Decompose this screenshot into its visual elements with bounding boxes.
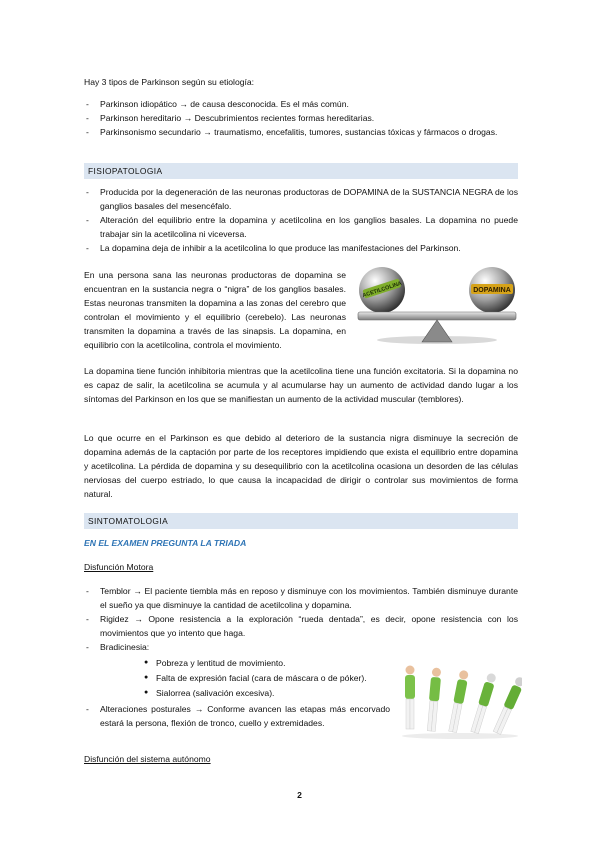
balance-scale-illustration <box>356 262 518 348</box>
paragraph-parkinson-mechanism: Lo que ocurre en el Parkinson es que debido al deterioro de la sustancia nigra disminuye la secreción de dopamina además de la captación por parte de los receptores impidiendo que exista el equilibrio entre dopamina y acetilcolina. La pérdida de dopamina y su desequilibrio con la acetilcolina ocasiona un desorden de las células nerviosas del cuerpo estriado, lo que causa la incapacidad de dirigir o controlar sus movimientos de forma natural. <box>84 433 518 499</box>
dopamine-label: DOPAMINA <box>473 287 511 294</box>
list-item: - Parkinson idiopático → de causa desconocida. Es el más común. <box>86 99 349 109</box>
exam-note: EN EL EXAMEN PREGUNTA LA TRIADA <box>84 538 247 548</box>
etiology-intro: Hay 3 tipos de Parkinson según su etiología: <box>84 77 255 87</box>
list-item: - Alteración del equilibrio entre la dopamina y acetilcolina en los ganglios basales. La dopamina no puede trabajar sin la acetilcolina ni viceversa. <box>86 215 518 239</box>
list-item: - Parkinsonismo secundario → traumatismo, encefalitis, tumores, sustancias tóxicas y fármacos o drogas. <box>86 127 498 137</box>
page-number: 2 <box>297 790 302 800</box>
paragraph-inhibition: La dopamina tiene función inhibitoria mientras que la acetilcolina tiene una función excitatoria. Si la dopamina no es capaz de salir, la acetilcolina se acumula y al acumularse hay un aumento de actividad dando lugar a los síntomas del Parkinson en los que se manifiestan un aumento de la actividad muscular (temblores). <box>84 366 518 404</box>
list-item: - Temblor → El paciente tiembla más en reposo y disminuye con los movimientos. También disminuye durante el sueño ya que disminuye la cantidad de acetilcolina y dopamina. <box>86 586 518 610</box>
list-item: - La dopamina deja de inhibir a la acetilcolina lo que produce las manifestaciones del Parkinson. <box>86 243 461 253</box>
section-heading-fisiopatologia: FISIOPATOLOGIA <box>84 163 518 179</box>
motor-dysfunction-heading: Disfunción Motora <box>84 562 154 572</box>
list-item: - Parkinson hereditario → Descubrimientos recientes formas hereditarias. <box>86 113 375 123</box>
list-item: ● Falta de expresión facial (cara de máscara o de póker). <box>144 673 367 683</box>
list-item: - Producida por la degeneración de las neuronas productoras de DOPAMINA de la SUSTANCIA NEGRA de los ganglios basales del mesencéfalo. <box>86 187 518 211</box>
autonomic-dysfunction-heading: Disfunción del sistema autónomo <box>84 754 211 764</box>
list-item: ● Sialorrea (salivación excesiva). <box>144 688 275 698</box>
list-item: - Rigidez → Opone resistencia a la exploración “rueda dentada”, es decir, opone resistencia con los movimientos que yo intento que haga. <box>86 614 518 638</box>
acetylcholine-label: ACETILCOLINA <box>361 280 403 300</box>
paragraph-healthy-dopamine: En una persona sana las neuronas productoras de dopamina se encuentran en la sustancia negra o “nigra” de los ganglios basales. Estas neuronas transmiten la dopamina a las zonas del cerebro que controlan el movimiento y el equilibrio (cerebelo). Las neuronas transmiten la dopamina a través de las sinapsis. La dopamina, en equilibrio con la acetilcolina, controla el movimiento. <box>84 270 346 350</box>
posture-progression-illustration <box>398 658 522 740</box>
section-heading-sintomatologia: SINTOMATOLOGIA <box>84 513 518 529</box>
list-item: - Alteraciones posturales → Conforme avancen las etapas más encorvado estará la persona, flexión de tronco, cuello y extremidades. <box>86 704 390 728</box>
list-item: ● Pobreza y lentitud de movimiento. <box>144 658 286 668</box>
list-item: - Bradicinesia: <box>86 642 150 652</box>
